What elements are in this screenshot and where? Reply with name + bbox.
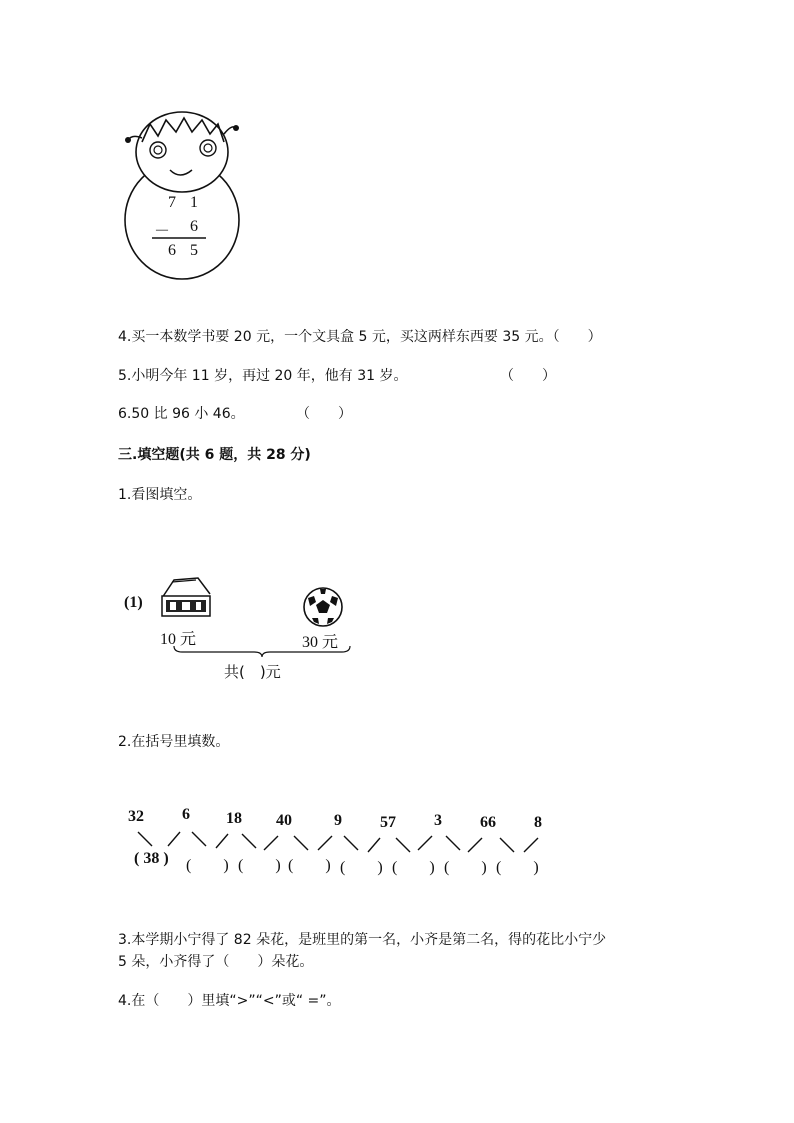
ball-price: 30 元 bbox=[302, 634, 339, 651]
judge-q6: 6.50 比 96 小 46。 bbox=[118, 406, 245, 422]
answer-box[interactable]: ( ) bbox=[392, 859, 435, 876]
top-number: 18 bbox=[226, 810, 242, 827]
fill-q1: 1.看图填空。 bbox=[118, 487, 202, 503]
answer-box[interactable]: ( ) bbox=[186, 857, 229, 874]
minus-sign: － bbox=[154, 223, 171, 240]
box-price: 10 元 bbox=[160, 631, 197, 648]
q1-label: (1) bbox=[124, 594, 143, 611]
judge-q6-answer[interactable]: （ ） bbox=[296, 406, 352, 422]
result-ones: 5 bbox=[190, 242, 198, 259]
judge-q5: 5.小明今年 11 岁，再过 20 年，他有 31 岁。 bbox=[118, 368, 408, 384]
pencil-box-icon bbox=[158, 572, 214, 622]
judge-q4: 4.买一本数学书要 20 元，一个文具盒 5 元，买这两样东西要 35 元。（ ） bbox=[118, 329, 602, 345]
answer-box: ( 38 ) bbox=[134, 850, 169, 867]
q2-figure bbox=[118, 806, 558, 880]
answer-box[interactable]: ( ) bbox=[340, 859, 383, 876]
doll-figure bbox=[118, 102, 248, 282]
answer-box[interactable]: ( ) bbox=[238, 857, 281, 874]
result-tens: 6 bbox=[168, 242, 176, 259]
top-number: 6 bbox=[182, 806, 190, 823]
zigzag-lines bbox=[118, 828, 558, 854]
answer-box[interactable]: ( ) bbox=[288, 857, 331, 874]
subtrahend: 6 bbox=[190, 218, 198, 235]
top-number: 40 bbox=[276, 812, 292, 829]
minuend-ones: 1 bbox=[190, 194, 198, 211]
fill-q3-line2: 5 朵，小齐得了（ ）朵花。 bbox=[118, 954, 314, 970]
q1-figure bbox=[118, 566, 368, 686]
answer-box[interactable]: ( ) bbox=[444, 859, 487, 876]
judge-q5-answer[interactable]: （ ） bbox=[500, 368, 556, 384]
fill-q3-line1: 3.本学期小宁得了 82 朵花，是班里的第一名，小齐是第二名，得的花比小宁少 bbox=[118, 932, 607, 948]
total-brace bbox=[172, 644, 352, 658]
top-number: 3 bbox=[434, 812, 442, 829]
fill-q4: 4.在（ ）里填“>”“<”或“ =”。 bbox=[118, 993, 341, 1009]
top-number: 9 bbox=[334, 812, 342, 829]
answer-box[interactable]: ( ) bbox=[496, 859, 539, 876]
doll-drawing bbox=[118, 102, 248, 282]
minuend-tens: 7 bbox=[168, 194, 176, 211]
top-number: 8 bbox=[534, 814, 542, 831]
top-number: 66 bbox=[480, 814, 496, 831]
total-text: 共( )元 bbox=[224, 663, 281, 681]
section-3-title: 三.填空题(共 6 题，共 28 分) bbox=[118, 447, 311, 463]
top-number: 57 bbox=[380, 814, 396, 831]
fill-q2: 2.在括号里填数。 bbox=[118, 734, 230, 750]
soccer-ball-icon bbox=[302, 586, 344, 628]
top-number: 32 bbox=[128, 808, 144, 825]
